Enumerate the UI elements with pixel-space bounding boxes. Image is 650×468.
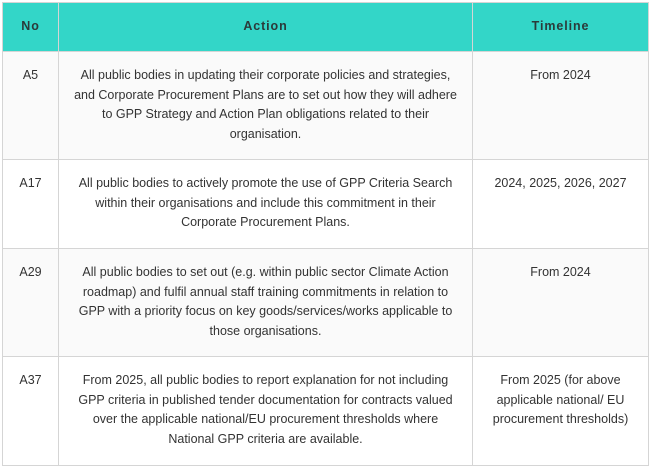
table-row [3, 249, 649, 357]
row-action: From 2025, all public bodies to report explanation for not including GPP criteria in published tender documentation for contracts valued over the applicable national/EU procurement thresholds where National GPP criteria are available. [59, 357, 473, 466]
row-action: All public bodies in updating their corporate policies and strategies, and Corporate Procurement Plans are to set out how they will adhere to GPP Strategy and Action Plan obligations related to their organisation. [59, 52, 473, 160]
header-timeline: Timeline [473, 3, 649, 52]
header-no: No [3, 3, 59, 52]
header-action: Action [59, 3, 473, 52]
gpp-actions-table [2, 2, 649, 466]
row-number: A17 [3, 160, 59, 249]
row-timeline: 2024, 2025, 2026, 2027 [473, 160, 649, 249]
row-timeline: From 2024 [473, 52, 649, 160]
table-body [3, 52, 649, 466]
row-number: A29 [3, 249, 59, 357]
row-action: All public bodies to actively promote the use of GPP Criteria Search within their organisations and include this commitment in their Corporate Procurement Plans. [59, 160, 473, 249]
table-row [3, 52, 649, 160]
row-timeline: From 2024 [473, 249, 649, 357]
row-timeline: From 2025 (for above applicable national/ EU procurement thresholds) [473, 357, 649, 466]
row-number: A5 [3, 52, 59, 160]
header-row [3, 3, 649, 52]
table-row [3, 357, 649, 466]
table-header [3, 3, 649, 52]
row-action: All public bodies to set out (e.g. within public sector Climate Action roadmap) and fulfil annual staff training commitments in relation to GPP with a priority focus on key goods/services/works applicable to those organisations. [59, 249, 473, 357]
table-row [3, 160, 649, 249]
row-number: A37 [3, 357, 59, 466]
